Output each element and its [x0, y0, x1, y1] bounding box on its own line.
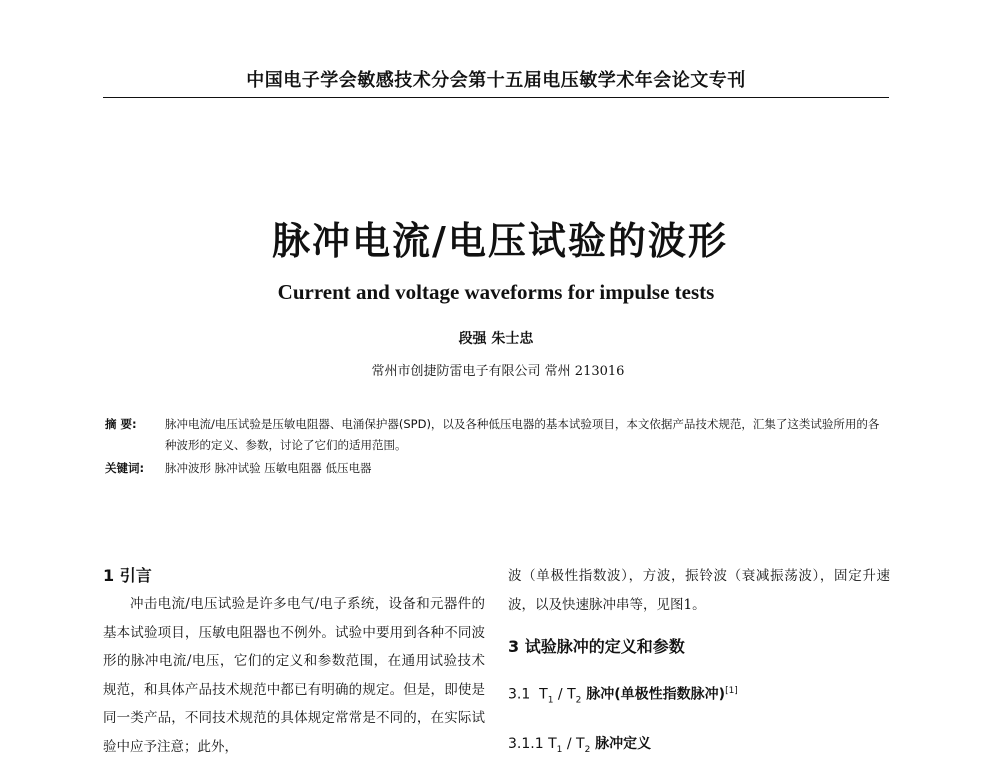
authors: 段强 朱士忠	[458, 331, 534, 347]
t2-symbol: T	[567, 686, 576, 703]
keywords-label: 关键词:	[105, 461, 145, 475]
journal-header: 中国电子学会敏感技术分会第十五届电压敏学术年会论文专刊	[246, 70, 746, 91]
section-1-paragraph: 冲击电流/电压试验是许多电气/电子系统，设备和元器件的基本试验项目，压敏电阻器也不例外。试验中要用到各种不同波形的脉冲电流/电压，它们的定义和参数范围，在通用试验技术规范，和具体产品技术规范中都已有明确的规定。但是，即使是同一类产品，不同技术规范的具体规定常常是不同的，在实际试验中应予注意；此外，	[103, 596, 485, 755]
t1-subscript: 1	[547, 695, 554, 706]
t2-subscript: 2	[584, 745, 591, 756]
abstract-text: 脉冲电流/电压试验是压敏电阻器、电涌保护器(SPD)，以及各种低压电器的基本试验项目，本文依据产品技术规范，汇集了这类试验所用的各种波形的定义、参数，讨论了它们的适用范围。	[165, 417, 880, 452]
abstract-label: 摘 要:	[105, 417, 137, 431]
t2-subscript: 2	[575, 695, 582, 706]
t1-subscript: 1	[556, 745, 563, 756]
section-1-heading: 1 引言	[103, 566, 152, 585]
keywords	[105, 458, 890, 479]
subsection-3-1-1-title: 脉冲定义	[590, 736, 652, 753]
section-3-heading: 3 试验脉冲的定义和参数	[508, 637, 685, 656]
subsection-3-1-1-number: 3.1.1	[508, 736, 544, 753]
paper-title-en: Current and voltage waveforms for impulse tests	[277, 280, 715, 304]
subsection-3-1-title: 脉冲(单极性指数脉冲)	[581, 686, 726, 703]
reference-1[interactable]: [1]	[725, 686, 738, 696]
subsection-3-1-number: 3.1	[508, 686, 531, 703]
right-column-paragraph: 波（单极性指数波），方波，振铃波（衰减振荡波），固定升速波，以及快速脉冲串等，见图1。	[508, 568, 890, 613]
keywords-text: 脉冲波形 脉冲试验 压敏电阻器 低压电器	[165, 461, 372, 475]
slash: /	[553, 686, 568, 703]
left-column	[103, 562, 485, 761]
header-rule	[103, 97, 889, 98]
affiliation: 常州市创捷防雷电子有限公司 常州 213016	[371, 364, 625, 379]
right-column	[508, 562, 890, 764]
t2-symbol: T	[576, 736, 585, 753]
paper-title-cn: 脉冲电流/电压试验的波形	[272, 219, 728, 263]
t1-symbol: T	[548, 736, 557, 753]
slash: /	[562, 736, 576, 753]
t1-symbol: T	[539, 686, 548, 703]
subsection-3-1-1-heading	[508, 730, 890, 764]
abstract	[105, 414, 890, 456]
subsection-3-1-heading	[508, 677, 890, 714]
